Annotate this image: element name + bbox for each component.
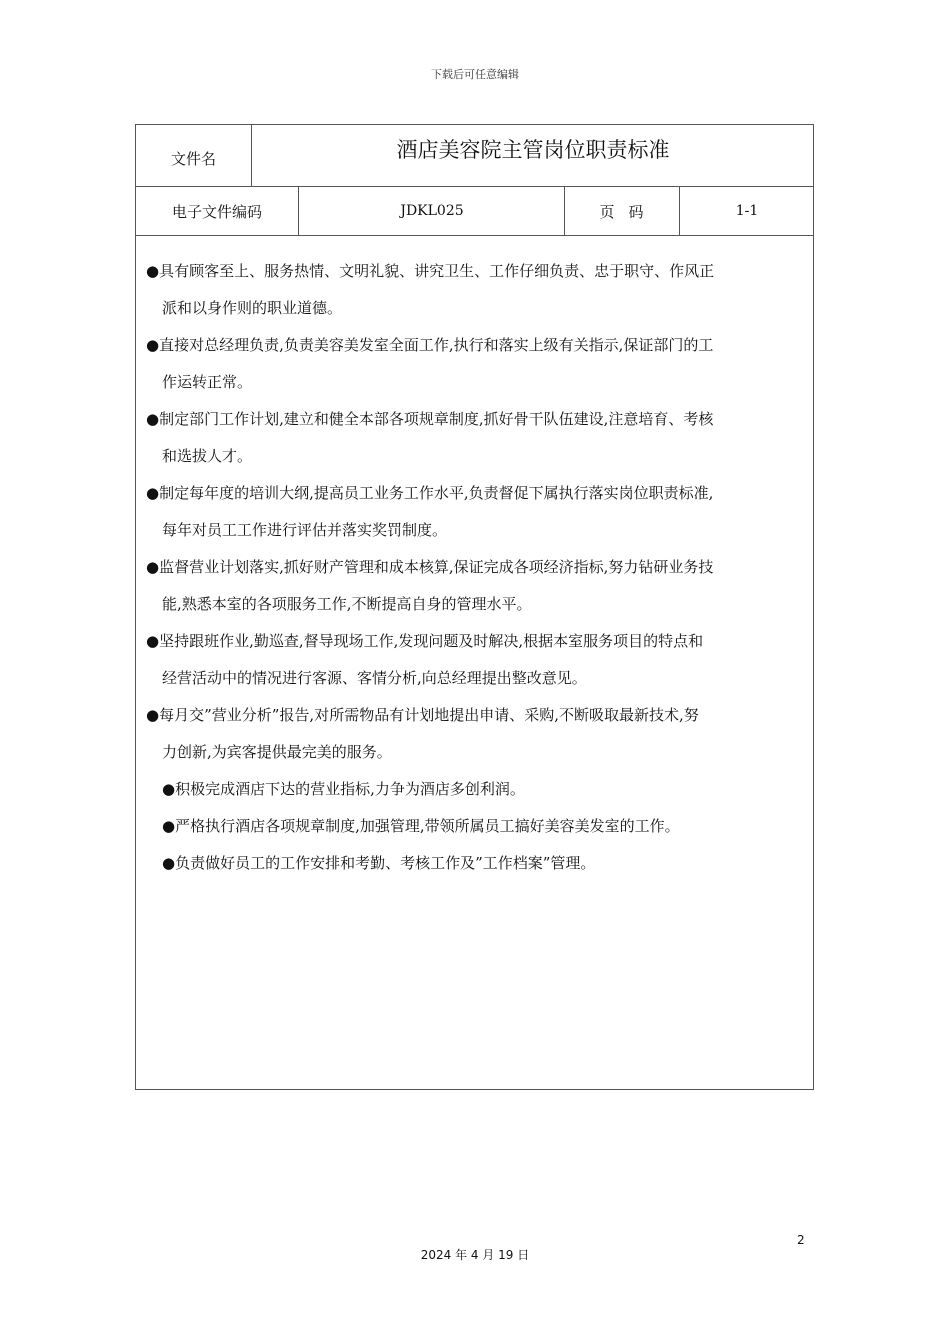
duty-text-cont: 派和以身作则的职业道德。 [162,299,343,317]
header-note: 下载后可任意编辑 [431,68,519,81]
duty-item [146,253,791,327]
duty-text-cont: 每年对员工工作进行评估并落实奖罚制度。 [162,521,448,539]
duty-text: 直接对总经理负责,负责美容美发室全面工作,执行和落实上级有关指示,保证部门的工 [159,336,714,354]
bullet-icon: ● [146,410,160,428]
duty-item [162,771,791,808]
document-title: 酒店美容院主管岗位职责标准 [396,138,670,162]
title-row [136,125,813,187]
bullet-icon: ● [146,706,160,724]
duty-text-cont: 作运转正常。 [162,373,253,391]
duty-item [146,623,791,697]
page-number: 2 [797,1233,805,1247]
duty-text-cont: 和选拔人才。 [162,447,253,465]
document-table [135,124,814,1090]
duty-item [162,808,791,845]
duties-list [136,253,813,882]
bullet-icon: ● [146,484,160,502]
code-row [136,187,813,236]
duty-text: 负责做好员工的工作安排和考勤、考核工作及”工作档案”管理。 [175,854,596,872]
duty-item [162,845,791,882]
bullet-icon: ● [162,854,176,872]
bullet-icon: ● [146,632,160,650]
page-value: 1-1 [735,203,759,219]
bullet-icon: ● [162,780,176,798]
duty-text: 监督营业计划落实,抓好财产管理和成本核算,保证完成各项经济指标,努力钻研业务技 [159,558,714,576]
duty-item [146,697,791,771]
duty-item [146,401,791,475]
bullet-icon: ● [162,817,176,835]
duty-text: 严格执行酒店各项规章制度,加强管理,带领所属员工搞好美容美发室的工作。 [175,817,680,835]
duty-text: 制定部门工作计划,建立和健全本部各项规章制度,抓好骨干队伍建设,注意培育、考核 [159,410,714,428]
duty-item [146,549,791,623]
duty-text: 每月交”营业分析”报告,对所需物品有计划地提出申请、采购,不断吸取最新技术,努 [159,706,699,724]
duty-text: 坚持跟班作业,勤巡查,督导现场工作,发现问题及时解决,根据本室服务项目的特点和 [159,632,704,650]
duty-text: 积极完成酒店下达的营业指标,力争为酒店多创利润。 [175,780,525,798]
code-value: JDKL025 [300,187,565,235]
duty-text-cont: 能,熟悉本室的各项服务工作,不断提高自身的管理水平。 [162,595,532,613]
bullet-icon: ● [146,336,160,354]
file-name-label: 文件名 [136,125,252,186]
duty-text: 具有顾客至上、服务热情、文明礼貌、讲究卫生、工作仔细负责、忠于职守、作风正 [159,262,715,280]
duty-item [146,475,791,549]
page-label: 页码 [566,187,680,235]
footer-date: 2024 年 4 月 19 日 [420,1248,530,1262]
duty-text: 制定每年度的培训大纲,提高员工业务工作水平,负责督促下属执行落实岗位职责标准, [159,484,714,502]
bullet-icon: ● [146,558,160,576]
duty-text-cont: 经营活动中的情况进行客源、客情分析,向总经理提出整改意见。 [162,669,587,687]
duty-text-cont: 力创新,为宾客提供最完美的服务。 [162,743,392,761]
bullet-icon: ● [146,262,160,280]
code-label: 电子文件编码 [136,187,299,235]
duty-item [146,327,791,401]
